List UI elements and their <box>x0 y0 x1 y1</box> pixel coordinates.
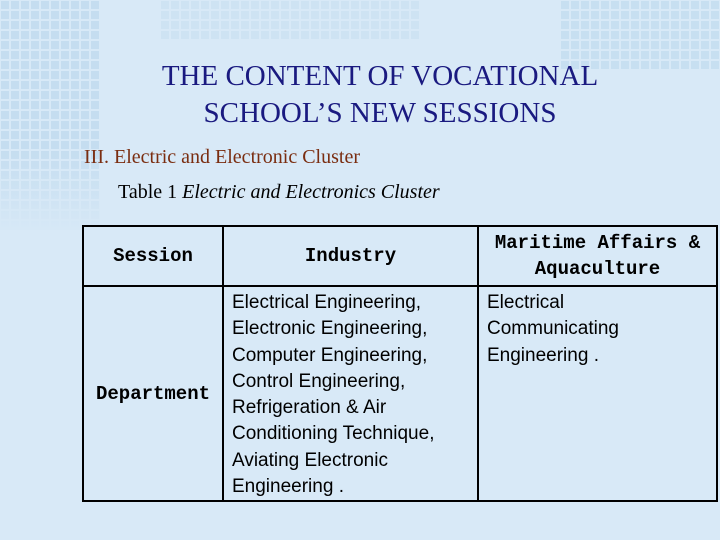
header-maritime <box>478 226 717 286</box>
maritime-line: Engineering . <box>487 344 599 366</box>
table-header-row <box>83 226 717 286</box>
industry-line: Conditioning Technique, <box>232 423 435 445</box>
table-row <box>83 286 717 501</box>
header-session: Session <box>83 226 223 286</box>
maritime-cell <box>478 286 717 501</box>
maritime-line: Communicating <box>487 318 619 340</box>
caption-prefix: Table 1 <box>118 181 183 203</box>
header-maritime-line-2: Aquaculture <box>534 258 661 280</box>
header-maritime-line-1: Maritime Affairs & <box>494 232 701 254</box>
industry-line: Electrical Engineering, <box>232 292 422 313</box>
maritime-line: Electrical <box>487 292 565 313</box>
industry-line: Engineering . <box>232 476 344 498</box>
header-industry: Industry <box>223 226 478 286</box>
industry-line: Computer Engineering, <box>232 344 428 366</box>
caption-title: Electric and Electronics Cluster <box>182 181 440 203</box>
industry-line: Control Engineering, <box>232 370 406 392</box>
industry-line: Electronic Engineering, <box>232 318 428 340</box>
title-line-2: SCHOOL’S NEW SESSIONS <box>203 97 557 129</box>
industry-line: Aviating Electronic <box>232 449 388 471</box>
table-caption <box>118 181 440 204</box>
slide-title <box>80 58 680 132</box>
industry-line: Refrigeration & Air <box>232 397 387 419</box>
section-heading: III. Electric and Electronic Cluster <box>84 146 360 168</box>
row-label-department: Department <box>83 286 223 501</box>
cluster-table <box>82 225 718 502</box>
title-line-1: THE CONTENT OF VOCATIONAL <box>161 60 599 92</box>
industry-cell <box>223 286 478 501</box>
